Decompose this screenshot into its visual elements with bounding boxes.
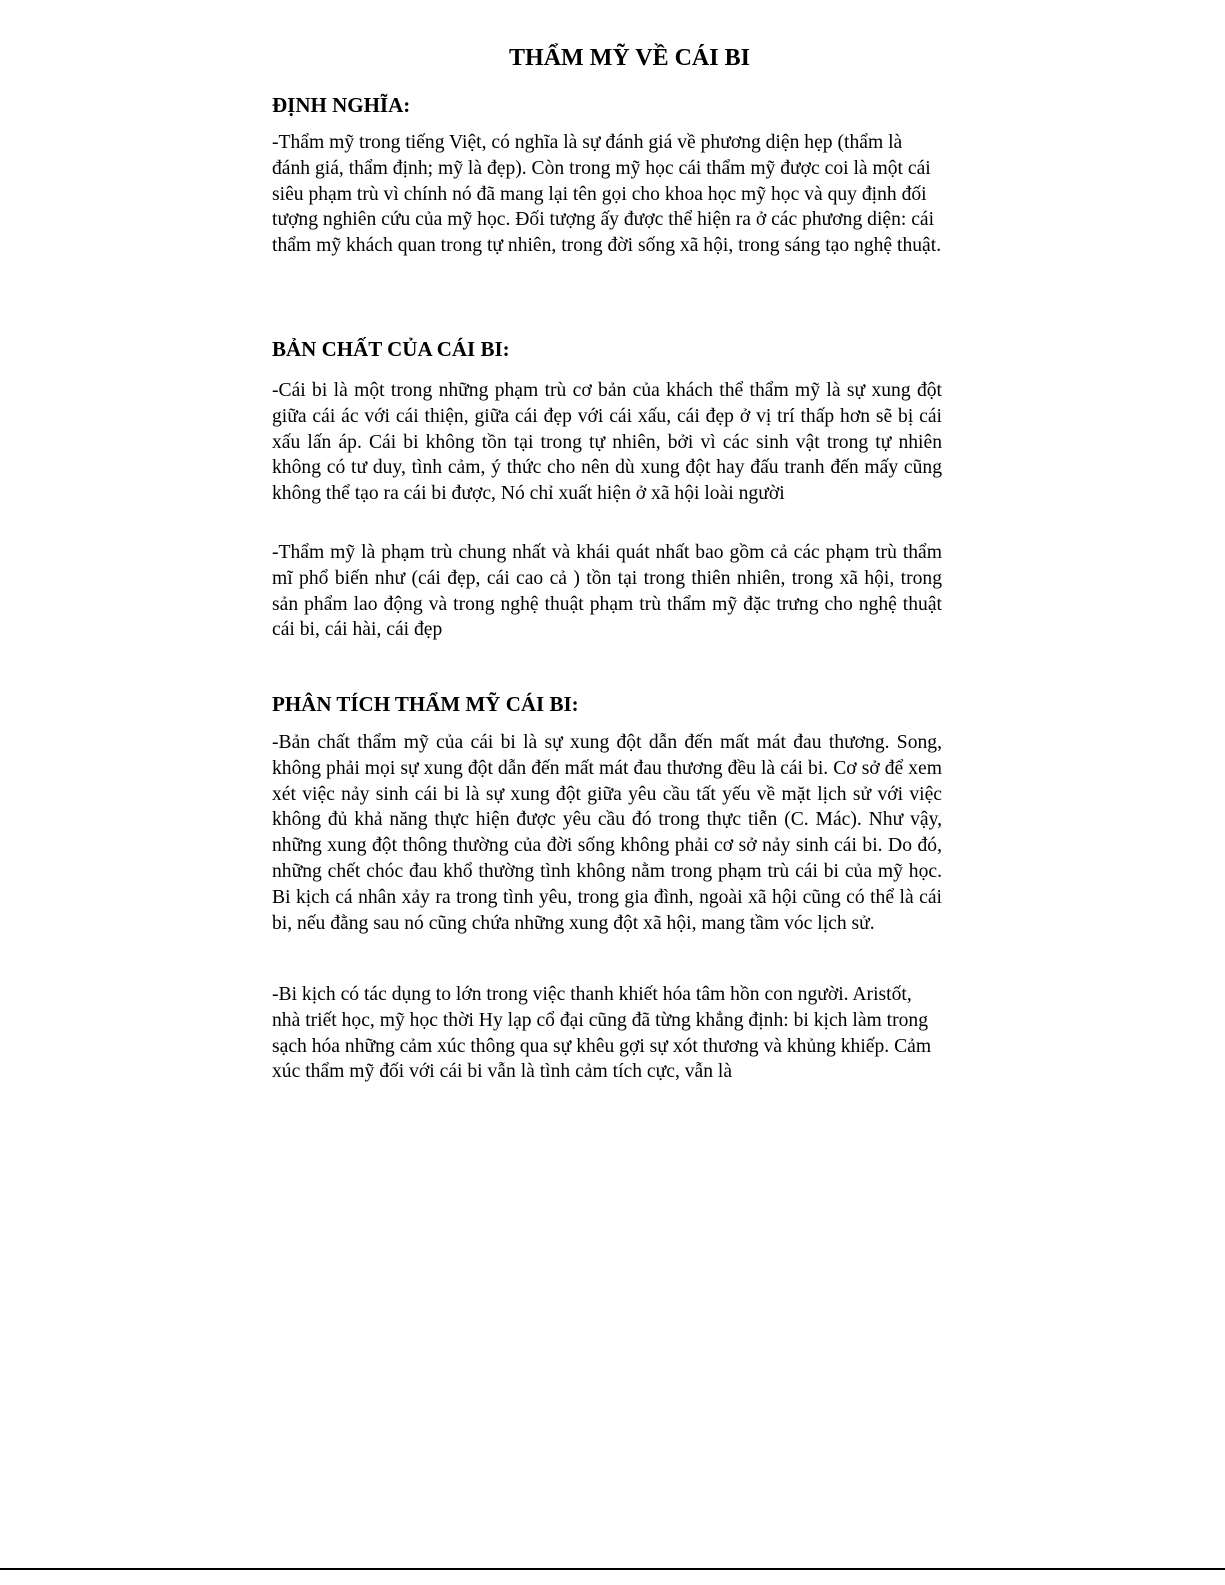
section-heading-nature: BẢN CHẤT CỦA CÁI BI: <box>272 337 510 361</box>
paragraph-nature-2: -Thẩm mỹ là phạm trù chung nhất và khái quát nhất bao gồm cả các phạm trù thẩm mĩ phổ biến như (cái đẹp, cái cao cả ) tồn tại trong thiên nhiên, trong xã hội, trong sản phẩm lao động và trong nghệ thuật phạm trù thẩm mỹ đặc trưng cho nghệ thuật cái bi, cái hài, cái đẹp <box>272 542 942 641</box>
document-title: THẨM MỸ VỀ CÁI BI <box>509 45 750 71</box>
bottom-border-line <box>0 1568 1225 1570</box>
section-heading-analysis: PHÂN TÍCH THẨM MỸ CÁI BI: <box>272 692 579 716</box>
section-heading-definition: ĐỊNH NGHĨA: <box>272 93 411 117</box>
paragraph-analysis-1: -Bản chất thẩm mỹ của cái bi là sự xung đột dẫn đến mất mát đau thương. Song, không phải mọi sự xung đột dẫn đến mất mát đau thương đều là cái bi. Cơ sở để xem xét việc nảy sinh cái bi là sự xung đột giữa yêu cầu tất yếu về mặt lịch sử với việc không đủ khả năng thực hiện được yêu cầu đó trong thực tiễn (C. Mác). Như vậy, những xung đột thông thường của đời sống không phải cơ sở nảy sinh cái bi. Do đó, những chết chóc đau khổ thường tình không nằm trong phạm trù cái bi của mỹ học. Bi kịch cá nhân xảy ra trong tình yêu, trong gia đình, ngoài xã hội cũng có thể là cái bi, nếu đằng sau nó cũng chứa những xung đột xã hội, mang tầm vóc lịch sử. <box>272 732 942 934</box>
paragraph-definition: -Thẩm mỹ trong tiếng Việt, có nghĩa là sự đánh giá về phương diện hẹp (thẩm là đánh giá, thẩm định; mỹ là đẹp). Còn trong mỹ học cái thẩm mỹ được coi là một cái siêu phạm trù vì chính nó đã mang lại tên gọi cho khoa học mỹ học và quy định đối tượng nghiên cứu của mỹ học. Đối tượng ấy được thể hiện ra ở các phương diện: cái thẩm mỹ khách quan trong tự nhiên, trong đời sống xã hội, trong sáng tạo nghệ thuật. <box>272 132 942 257</box>
paragraph-nature-1: -Cái bi là một trong những phạm trù cơ bản của khách thể thẩm mỹ là sự xung đột giữa cái ác với cái thiện, giữa cái đẹp với cái xấu, cái đẹp ở vị trí thấp hơn sẽ bị cái xấu lấn áp. Cái bi không tồn tại trong tự nhiên, bởi vì các sinh vật trong tự nhiên không có tư duy, tình cảm, ý thức cho nên dù xung đột hay đấu tranh đến mấy cũng không thể tạo ra cái bi được, Nó chỉ xuất hiện ở xã hội loài người <box>272 380 942 505</box>
paragraph-analysis-2: -Bi kịch có tác dụng to lớn trong việc thanh khiết hóa tâm hồn con người. Aristốt, nhà triết học, mỹ học thời Hy lạp cổ đại cũng đã từng khẳng định: bi kịch làm trong sạch hóa những cảm xúc thông qua sự khêu gợi sự xót thương và khủng khiếp. Cảm xúc thẩm mỹ đối với cái bi vẫn là tình cảm tích cực, vẫn là <box>272 984 932 1083</box>
